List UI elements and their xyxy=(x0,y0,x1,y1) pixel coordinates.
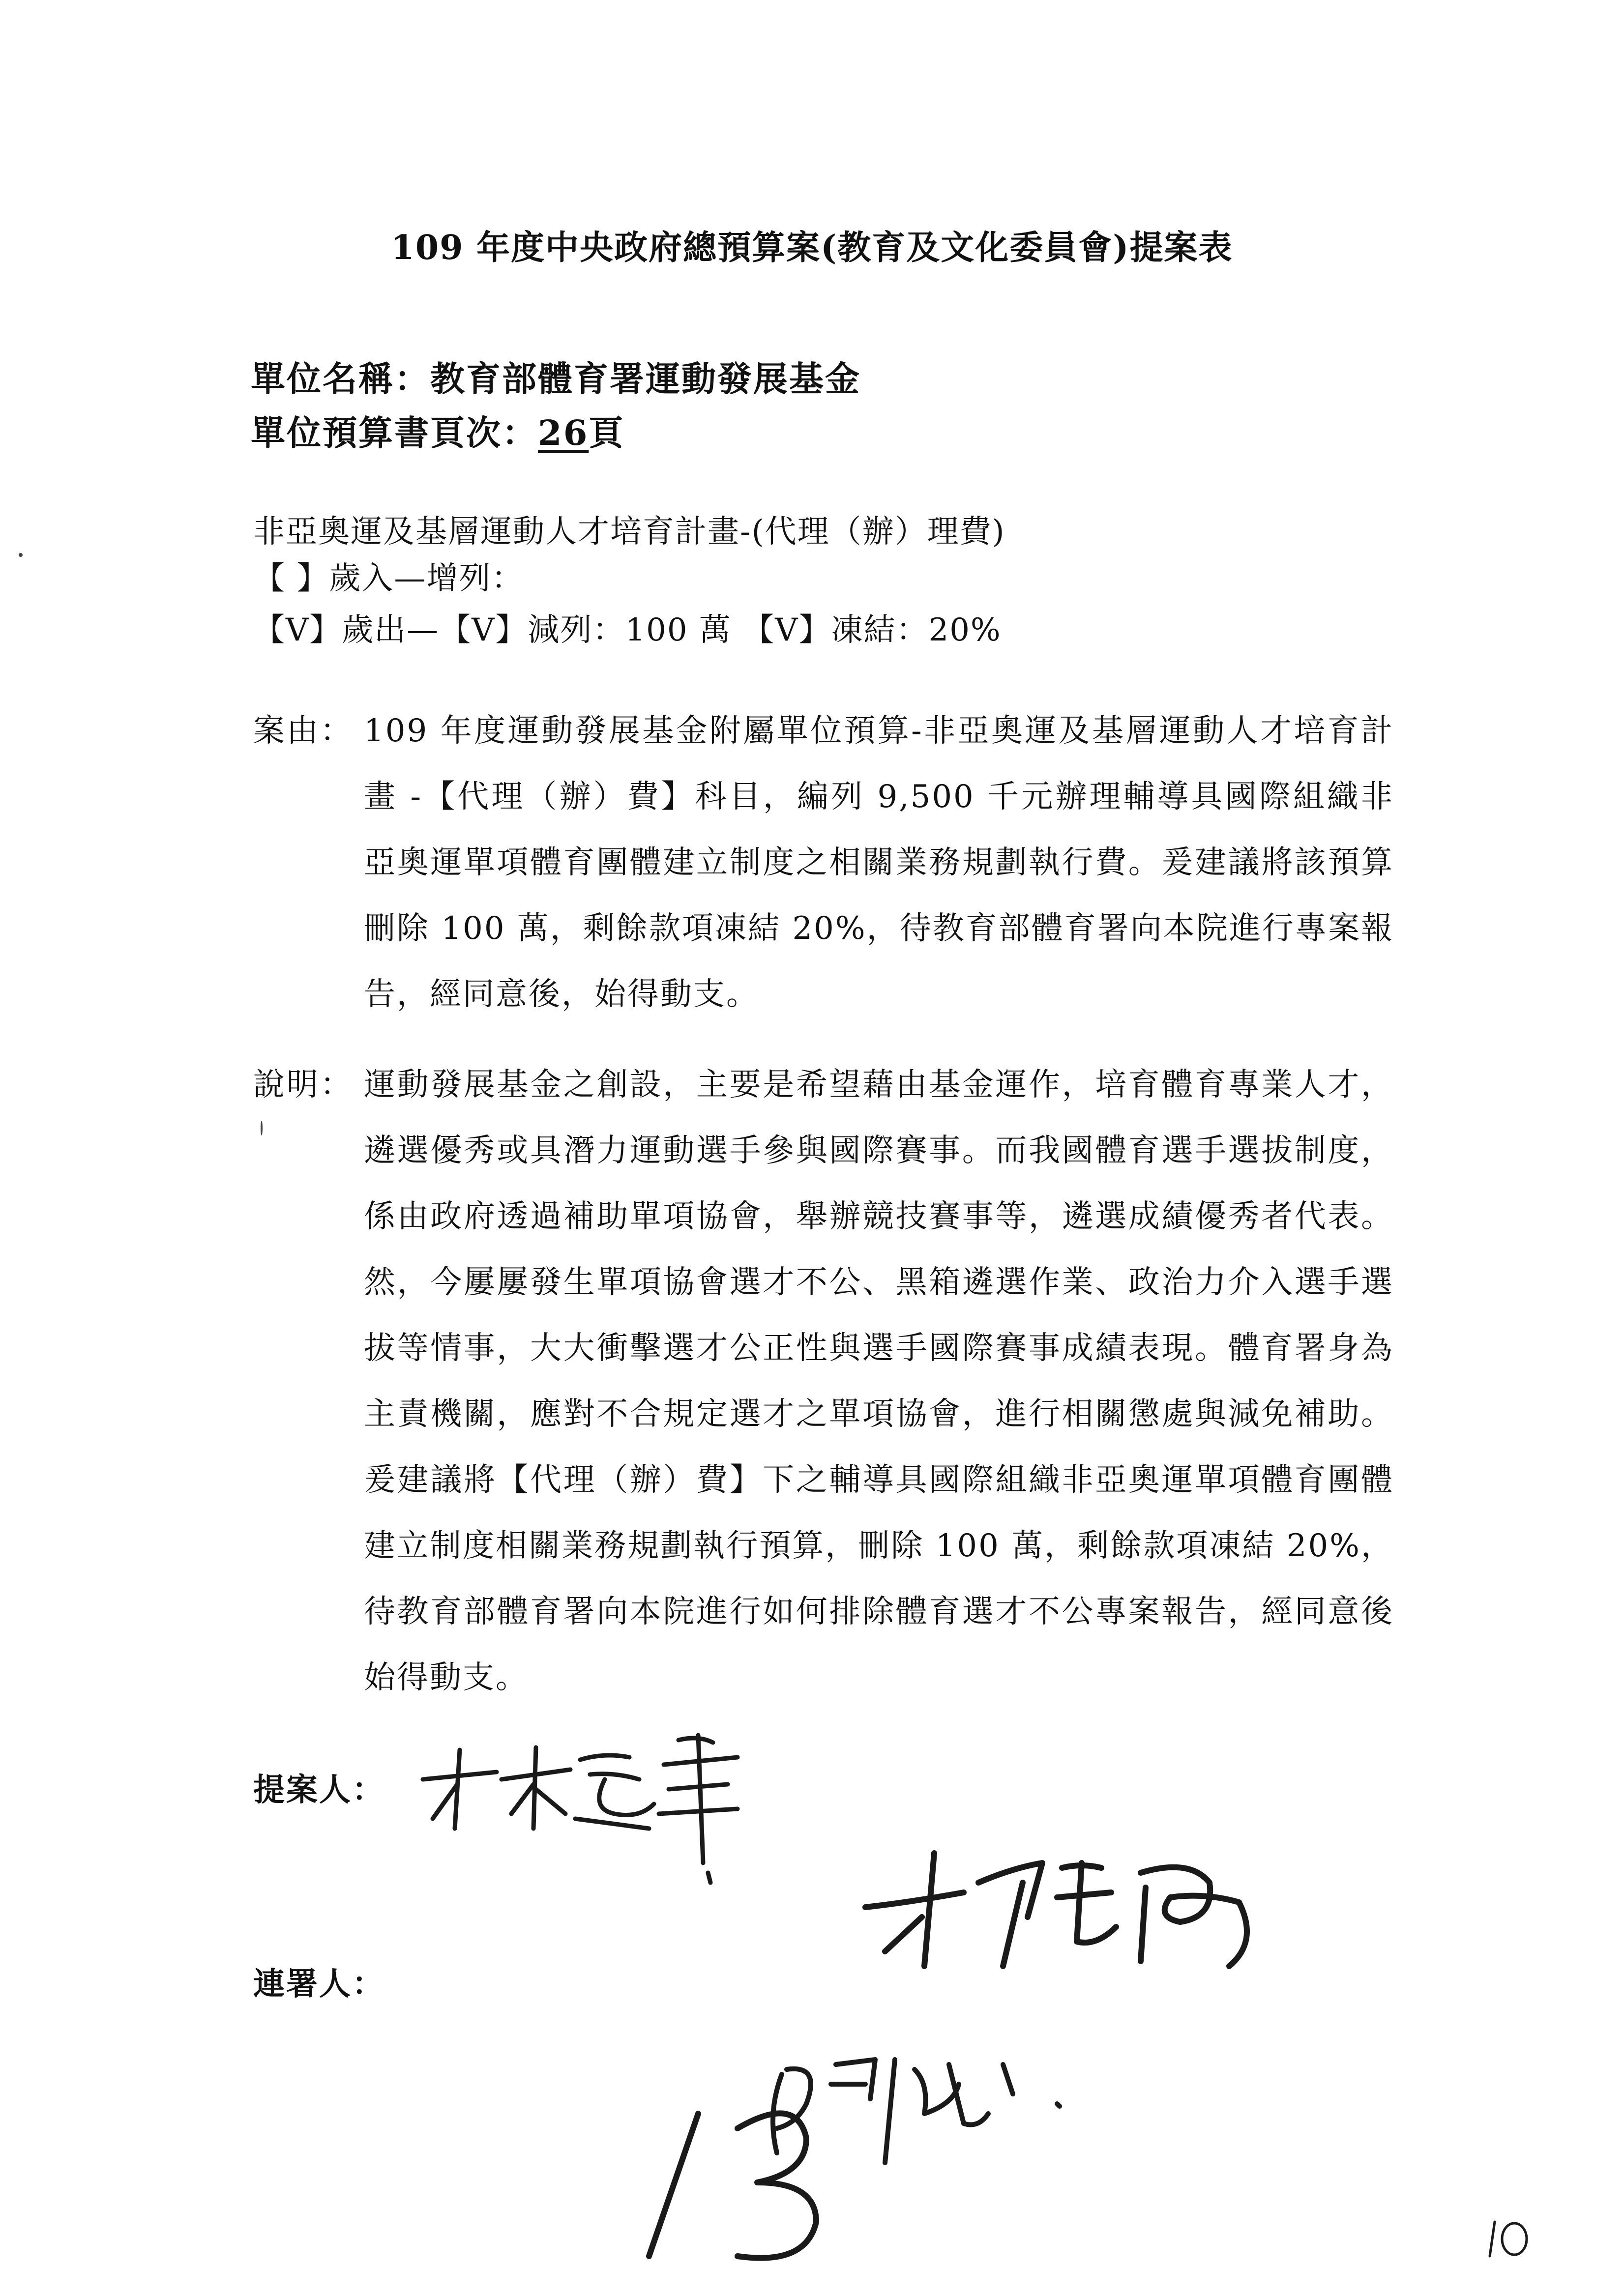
cosigner-signature-1 xyxy=(865,1853,1247,1966)
proposer-signature xyxy=(423,1735,738,1883)
plan-name: 非亞奧運及基層運動人才培育計畫-(代理（辦）理費) xyxy=(253,514,1005,550)
revenue-line: 【 】歲入—增列： xyxy=(253,560,524,597)
explanation-text: 運動發展基金之創設，主要是希望藉由基金運作，培育體育專業人才，遴選優秀或具潛力運動選手參與國際賽事。而我國體育選手選拔制度，係由政府透過補助單項協會，舉辦競技賽事等，遴選成績優秀者代表。然，今屢屢發生單項協會選才不公、黑箱遴選作業、政治力介入選手選拔等情事，大大衝擊選才公正性與選手國際賽事成績表現。體育署身為主責機關，應對不合規定選才之單項協會，進行相關懲處與減免補助。爰建議將【代理（辦）費】下之輔導具國際組織非亞奧運單項體育團體建立制度相關業務規劃執行預算，刪除 100 萬，剩餘款項凍結 20%，待教育部體育署向本院進行如何排除體育選才不公專案報告，經同意後始得動支。 xyxy=(364,1067,1394,1696)
expense-line: 【V】歲出—【V】減列：100 萬 【V】凍結：20% xyxy=(253,612,1002,648)
unit-name: 教育部體育署運動發展基金 xyxy=(430,358,861,399)
case-text: 109 年度運動發展基金附屬單位預算-非亞奧運及基層運動人才培育計畫 -【代理（辦）費】科目，編列 9,500 千元辦理輔導具國際組織非亞奧運單項體育團體建立制度之相關業務規劃執行費。爰建議將該預算刪除 100 萬，剩餘款項凍結 20%，待教育部體育署向本院進行專案報告，經同意後，始得動支。 xyxy=(364,713,1394,1013)
scan-speck xyxy=(19,553,23,557)
proposer-label: 提案人： xyxy=(253,1772,385,1808)
handwritten-number xyxy=(649,2113,816,2258)
cosigner-label: 連署人： xyxy=(253,1966,385,2003)
case-label: 案由： xyxy=(253,713,354,749)
budget-page-suffix: 頁 xyxy=(589,412,625,453)
scan-speck xyxy=(261,1121,263,1135)
document-title: 109 年度中央政府總預算案(教育及文化委員會)提案表 xyxy=(391,228,1233,267)
page-mark xyxy=(1490,2222,1527,2256)
explanation-label: 說明： xyxy=(253,1067,354,1103)
cosigner-signature-2 xyxy=(773,2060,1060,2163)
budget-page-label: 單位預算書頁次： xyxy=(251,412,538,453)
unit-name-label: 單位名稱： xyxy=(251,358,430,399)
budget-page-number: 26 xyxy=(538,412,589,453)
